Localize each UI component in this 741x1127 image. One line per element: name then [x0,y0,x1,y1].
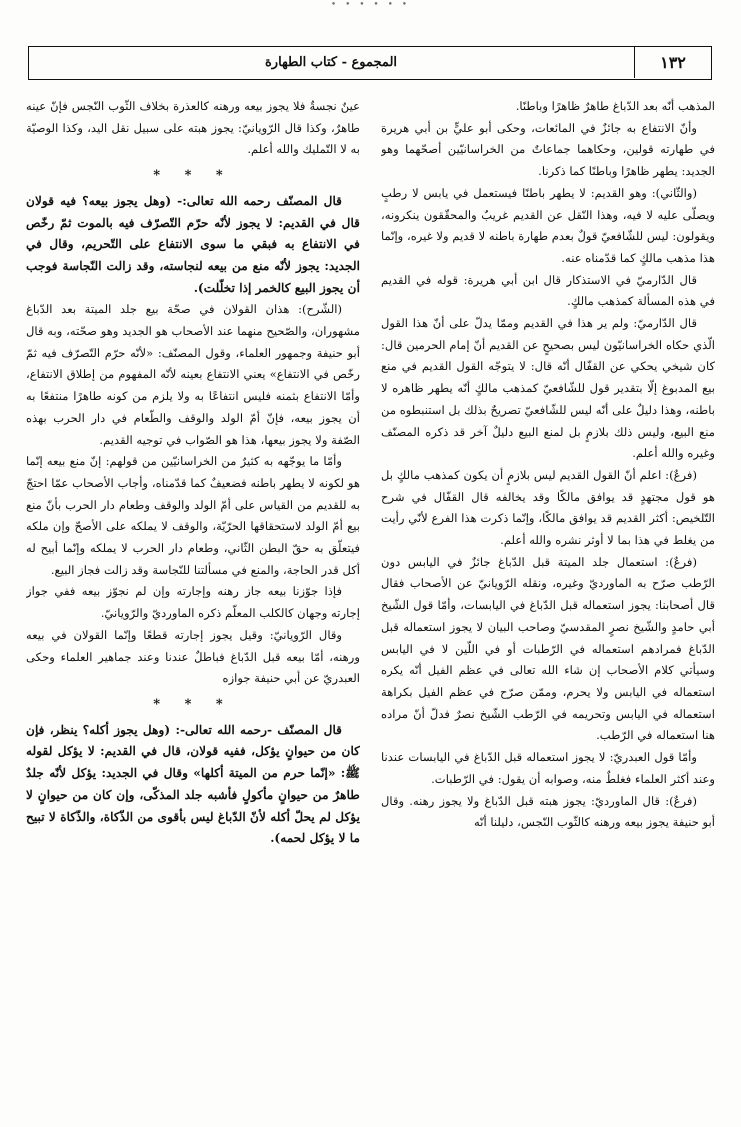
paragraph: (فرعٌ): اعلم أنّ القول القديم ليس بلازمٍ أن يكون كمذهب مالكٍ بل هو قول مجتهدٍ قد يوافق مالكًا وقد يخالفه قال القفّال في شرح التّلخيص: أكثر القديم قد يوافق مالكًا، وإنّما ذكرت هذا الفرع لأنّي رأيت من يغلط في هذا بما لا أوثر نشره والله أعلم. [381,467,715,548]
paragraph: وأمّا قول العبدريّ: لا يجوز استعماله قبل الدّباغ في اليابسات عندنا وعند أكثر العلماء فغلطٌ منه، وصوابه أن يقول: في الرّطبات. [381,750,715,786]
right-text-column [381,96,715,1124]
paragraph: قال الدّارميّ: ولم ير هذا في القديم وممّا يدلّ على أنّ هذا القول الّذي حكاه الخراسانيّون ليس بصحيحٍ عن القديم أنّ إمام الحرمين قال: كان شيخي يحكي عن القفّال أنّه قال: لا يتوجّه القول القديم في منع بيع المدبوغ إلّا بتقدير قول للشّافعيّ كمذهب مالكٍ أنّه يطهر ظاهره لا باطنه، وهذا دليلٌ على أنّه ليس للشّافعيّ تصريحٌ بذلك بل استنبطوه من منع البيع، وليس ذلك بلازمٍ بل لمنع البيع دليلٌ آخر قد ذكره المصنّف وغيره والله أعلم. [381,316,715,461]
left-text-column [26,96,360,1124]
page-number: ١٣٢ [634,47,711,78]
paragraph: المذهب أنّه بعد الدّباغ طاهرٌ ظاهرًا وباطنًا. [515,99,715,113]
running-header [28,46,712,80]
paragraph: (فرعٌ): قال الماورديّ: يجوز هبته قبل الدّباغ ولا يجوز رهنه. وقال أبو حنيفة يجوز بيعه ورهنه كالثّوب النّجس، دليلنا أنّه [381,793,715,830]
top-ornament: • • • • • • [330,0,411,10]
section-separator: * * * [153,168,233,184]
paragraph: عينٌ نجسةٌ فلا يجوز بيعه ورهنه كالعذرة بخلاف الثّوب النّجس فإنّ عينه طاهرٌ، وكذا قال الرّويانيّ: يجوز هبته على سبيل نقل اليد، وكذا الوصيّة به لا التّمليك والله أعلم. [26,99,360,157]
paragraph: وأمّا ما يوجّهه به كثيرٌ من الخراسانيّين من قولهم: إنّ منع بيعه إنّما هو لكونه لا يطهر باطنه فضعيفٌ كما قدّمناه، وأجاب الأصحاب عمّا احتجّ به للقديم من القياس على أمّ الولد والوقف وطعام دار الحرب بأنّ منع بيع أمّ الولد لاستحقاقها الحرّيّة، والوقف لا يملكه على الأصحّ وإن ملكه فيتعلّق به حقّ البطن الثّاني، وطعام دار الحرب لا يملكه وإنّما أبيح له أكل قدر الحاجة، والمنع في مسألتنا للنّجاسة وقد زالت فجاز البيع. [26,454,360,577]
paragraph: (فرعٌ): استعمال جلد الميتة قبل الدّباغ جائزٌ في اليابس دون الرّطب صرّح به الماورديّ وغيره، ونقله الرّويانيّ عن الأصحاب فقال قال أصحابنا: يجوز استعماله قبل الدّباغ في اليابسات، وأمّا قول الشّيخ أبي حامدٍ والشّيخ نصرٍ المقدسيّ وصاحب البيان لا يجوز استعماله قبل الدّباغ فمرادهم استعماله في الرّطبات أو في اللّين لا في اليابس وسيأتي كلام الأصحاب إن شاء الله تعالى في عظم الفيل أنّه يكره استعماله في اليابس ولا يحرم، وممّن صرّح في عظم الفيل بكراهة استعماله في اليابس وتحريمه في الرّطب الشّيخ نصرٌ فدلّ أنّ مراده هنا استعماله في الرّطب. [381,554,715,743]
section-separator: * * * [153,696,233,712]
paragraph: وأنّ الانتفاع به جائزٌ في المائعات، وحكى أبو عليٍّ بن أبي هريرة في طهارته قولين، وحكاهما جماعاتٌ من الخراسانيّين أصحّهما وهو الجديد: يطهر ظاهرًا وباطنًا كما ذكرنا. [381,120,715,179]
paragraph: فإذا جوّزنا بيعه جاز رهنه وإجارته وإن لم نجوّز بيعه ففي جواز إجارته وجهان كالكلب المعلّم ذكره الماورديّ والرّويانيّ. [26,584,360,621]
paragraph: قال الدّارميّ في الاستذكار قال ابن أبي هريرة: قوله في القديم في هذه المسألة كمذهب مالكٍ. [381,272,715,309]
paragraph: (الشّرح): هذان القولان في صحّة بيع جلد الميتة بعد الدّباغ مشهوران، والصّحيح منهما عند الأصحاب هو الجديد وهو صحّته، وبه قال أبو حنيفة وجمهور العلماء، وقول المصنّف: «لأنّه حرّم التّصرّف فيه ثمّ رخّص في الانتفاع» يعني الانتفاع بعينه لأنّه المفهوم من إطلاق الانتفاع، وأمّا الانتفاع بثمنه فليس انتفاعًا به ولا يلزم من كونه طاهرًا منتفعًا به أن يجوز بيعه، فإنّ أمّ الولد والوقف والطّعام في دار الحرب بهذه الصّفة ولا يجوز بيعها، هذا هو الصّواب في توجيه القديم. [26,302,360,447]
matn-text: قال المصنّف رحمه الله تعالى:- (وهل يجوز بيعه؟ فيه قولان قال في القديم: لا يجوز لأنّه حرّم التّصرّف فيه بالموت ثمّ رخّص في الانتفاع به فبقي ما سوى الانتفاع على التّحريم، وقال في الجديد: يجوز لأنّه منع من بيعه لنجاسته، وقد زالت النّجاسة فوجب أن يجوز البيع كالخمر إذا تخلّلت). [26,193,360,295]
paragraph: وقال الرّويانيّ: وقيل يجوز إجارته قطعًا وإنّما القولان في بيعه ورهنه، أمّا بيعه قبل الدّباغ فباطلٌ عندنا وعند جماهير العلماء وحكى العبدريّ عن أبي حنيفة جوازه [26,627,360,686]
header-title: المجموع - كتاب الطهارة [264,55,398,70]
matn-text: قال المصنّف -رحمه الله تعالى-: (وهل يجوز أكله؟ ينظر، فإن كان من حيوانٍ يؤكل، ففيه قولان، قال في القديم: لا يؤكل لقوله ﷺ: «إنّما حرم من الميتة أكلها» وقال في الجديد: يؤكل لأنّه جلدٌ طاهرٌ من حيوانٍ مأكولٍ فأشبه جلد المذكّى، وإن كان من حيوانٍ لا يؤكل لم يحلّ أكله لأنّ الدّباغ ليس بأقوى من الذّكاة، والذّكاة لا تبيح ما لا يؤكل لحمه). [26,722,360,846]
paragraph: (والثّاني): وهو القديم: لا يطهر باطنًا فيستعمل في يابس لا رطبٍ ويصلّى عليه لا فيه، وهذا النّقل عن القديم غريبٌ والمحقّقون ينكرونه، ويقولون: ليس للشّافعيّ قولٌ بعدم طهارة باطنه لا قديم ولا غيره، وإنّما هذا مذهب مالكٍ كما قدّمناه عنه. [381,185,715,265]
